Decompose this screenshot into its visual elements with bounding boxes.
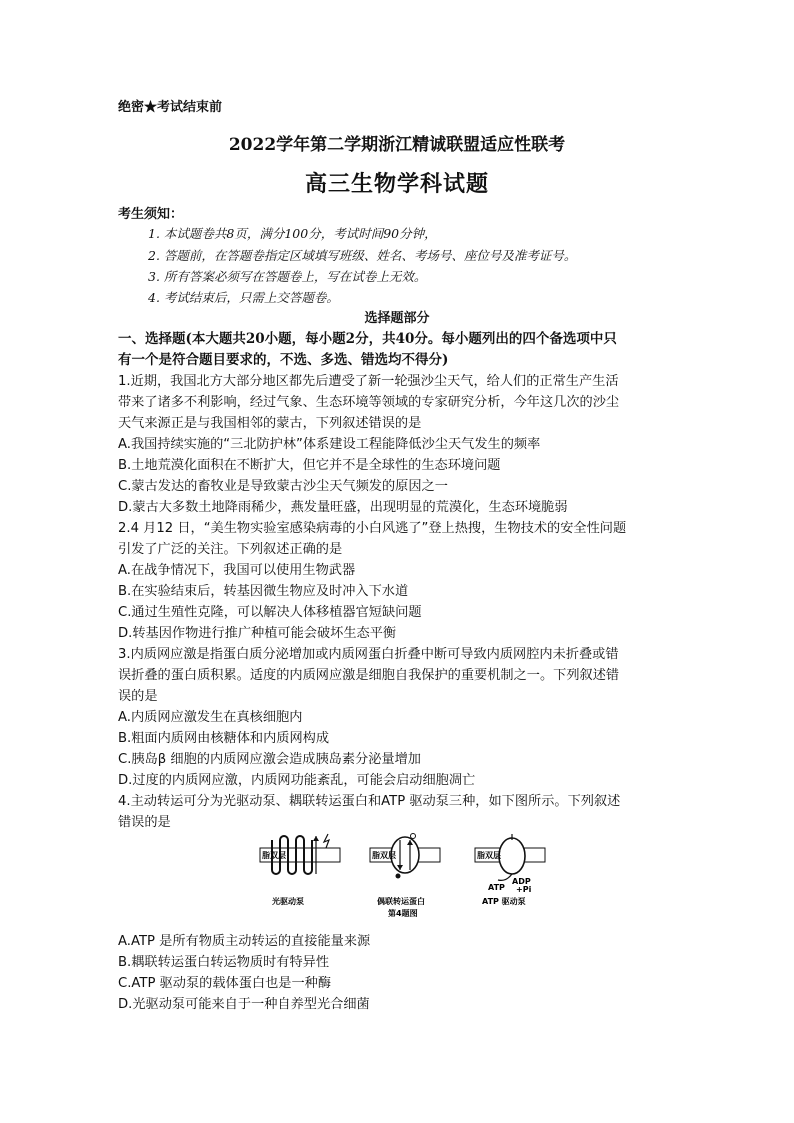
subject-title: 高三生物学科试题 — [304, 171, 489, 197]
atp-driven-pump-diagram — [475, 834, 545, 894]
q4-option-c: C.ATP 驱动泵的载体蛋白也是一种酶 — [118, 976, 332, 991]
q3-option-b: B.粗面内质网由核糖体和内质网构成 — [118, 731, 330, 746]
figure-label-light-pump: 光驱动泵 — [272, 897, 304, 906]
q1-option-a: A.我国持续实施的“三北防护林”体系建设工程能降低沙尘天气发生的频率 — [118, 437, 541, 452]
q3-option-a: A.内质网应激发生在真核细胞内 — [118, 710, 303, 725]
q4-stem: 错误的是 — [118, 815, 171, 830]
q1-stem: 1.近期，我国北方大部分地区都先后遭受了新一轮强沙尘天气，给人们的正常生产生活 — [118, 374, 619, 389]
figure-membrane-label: 脂双层 — [477, 851, 501, 860]
q3-option-d: D.过度的内质网应激，内质网功能紊乱，可能会启动细胞凋亡 — [118, 773, 476, 788]
q4-option-b: B.耦联转运蛋白转运物质时有特异性 — [118, 955, 330, 970]
q4-option-d: D.光驱动泵可能来自于一种自养型光合细菌 — [118, 997, 370, 1012]
q3-stem: 误的是 — [118, 689, 158, 704]
q2-option-b: B.在实验结束后，转基因微生物应及时冲入下水道 — [118, 584, 409, 599]
q1-stem: 带来了诸多不利影响，经过气象、生态环境等领域的专家研究分析，今年这几次的沙尘 — [118, 395, 620, 410]
figure-caption: 第4题图 — [388, 909, 418, 918]
q1-stem: 天气来源正是与我国相邻的蒙古，下列叙述错误的是 — [118, 416, 422, 431]
figure-atp-label: ATP — [488, 883, 505, 892]
figure-adp-label: ADP — [512, 877, 531, 886]
exam-title: 2022学年第二学期浙江精诚联盟适应性联考 — [228, 135, 566, 155]
notice-item: 4. 考试结束后，只需上交答题卷。 — [148, 290, 339, 305]
figure-label-coupled: 偶联转运蛋白 — [377, 897, 425, 906]
transport-figure — [250, 826, 550, 918]
q3-option-c: C.胰岛β 细胞的内质网应激会造成胰岛素分泌量增加 — [118, 752, 421, 767]
q2-option-d: D.转基因作物进行推广种植可能会破坏生态平衡 — [118, 626, 397, 641]
confidential-mark: 绝密★考试结束前 — [118, 100, 223, 115]
q2-option-c: C.通过生殖性克隆，可以解决人体移植器官短缺问题 — [118, 605, 422, 620]
q2-stem: 引发了广泛的关注。下列叙述正确的是 — [118, 542, 343, 557]
q1-option-b: B.土地荒漠化面积在不断扩大，但它并不是全球性的生态环境问题 — [118, 458, 501, 473]
q2-option-a: A.在战争情况下，我国可以使用生物武器 — [118, 563, 356, 578]
figure-membrane-label: 脂双层 — [262, 851, 286, 860]
section-title: 选择题部分 — [364, 311, 430, 326]
q4-option-a: A.ATP 是所有物质主动转运的直接能量来源 — [118, 934, 371, 949]
notice-heading: 考生须知： — [118, 207, 184, 222]
notice-item: 2. 答题前，在答题卷指定区域填写班级、姓名、考场号、座位号及准考证号。 — [148, 248, 577, 263]
q1-option-d: D.蒙古大多数土地降雨稀少，燕发量旺盛，出现明显的荒漠化，生态环境脆弱 — [118, 500, 568, 515]
figure-pi-label: +Pi — [516, 885, 532, 894]
q4-stem: 4.主动转运可分为光驱动泵、耦联转运蛋白和ATP 驱动泵三种，如下图所示。下列叙述 — [118, 794, 621, 809]
q3-stem: 误折叠的蛋白质积累。适度的内质网应激是细胞自我保护的重要机制之一。下列叙述错 — [118, 668, 620, 683]
figure-membrane-label: 脂双层 — [372, 851, 396, 860]
section-instruction: 一、选择题(本大题共20小题，每小题2分，共40分。每小题列出的四个备选项中只 — [118, 331, 617, 347]
light-driven-pump-diagram — [260, 834, 340, 874]
coupled-transporter-diagram — [370, 834, 440, 879]
q3-stem: 3.内质网应激是指蛋白质分泌增加或内质网蛋白折叠中断可导致内质网腔内未折叠或错 — [118, 647, 619, 662]
q2-stem: 2.4 月12 日，“美生物实验室感染病毒的小白风逃了”登上热搜，生物技术的安全性问题 — [118, 521, 627, 536]
figure-label-atp-pump: ATP 驱动泵 — [482, 897, 526, 906]
q1-option-c: C.蒙古发达的畜牧业是导致蒙古沙尘天气频发的原因之一 — [118, 479, 448, 494]
notice-item: 3. 所有答案必须写在答题卷上，写在试卷上无效。 — [148, 269, 427, 284]
section-instruction: 有一个是符合题目要求的，不选、多选、错选均不得分) — [118, 352, 449, 368]
notice-item: 1. 本试题卷共8页，满分100分，考试时间90分钟， — [148, 226, 437, 241]
